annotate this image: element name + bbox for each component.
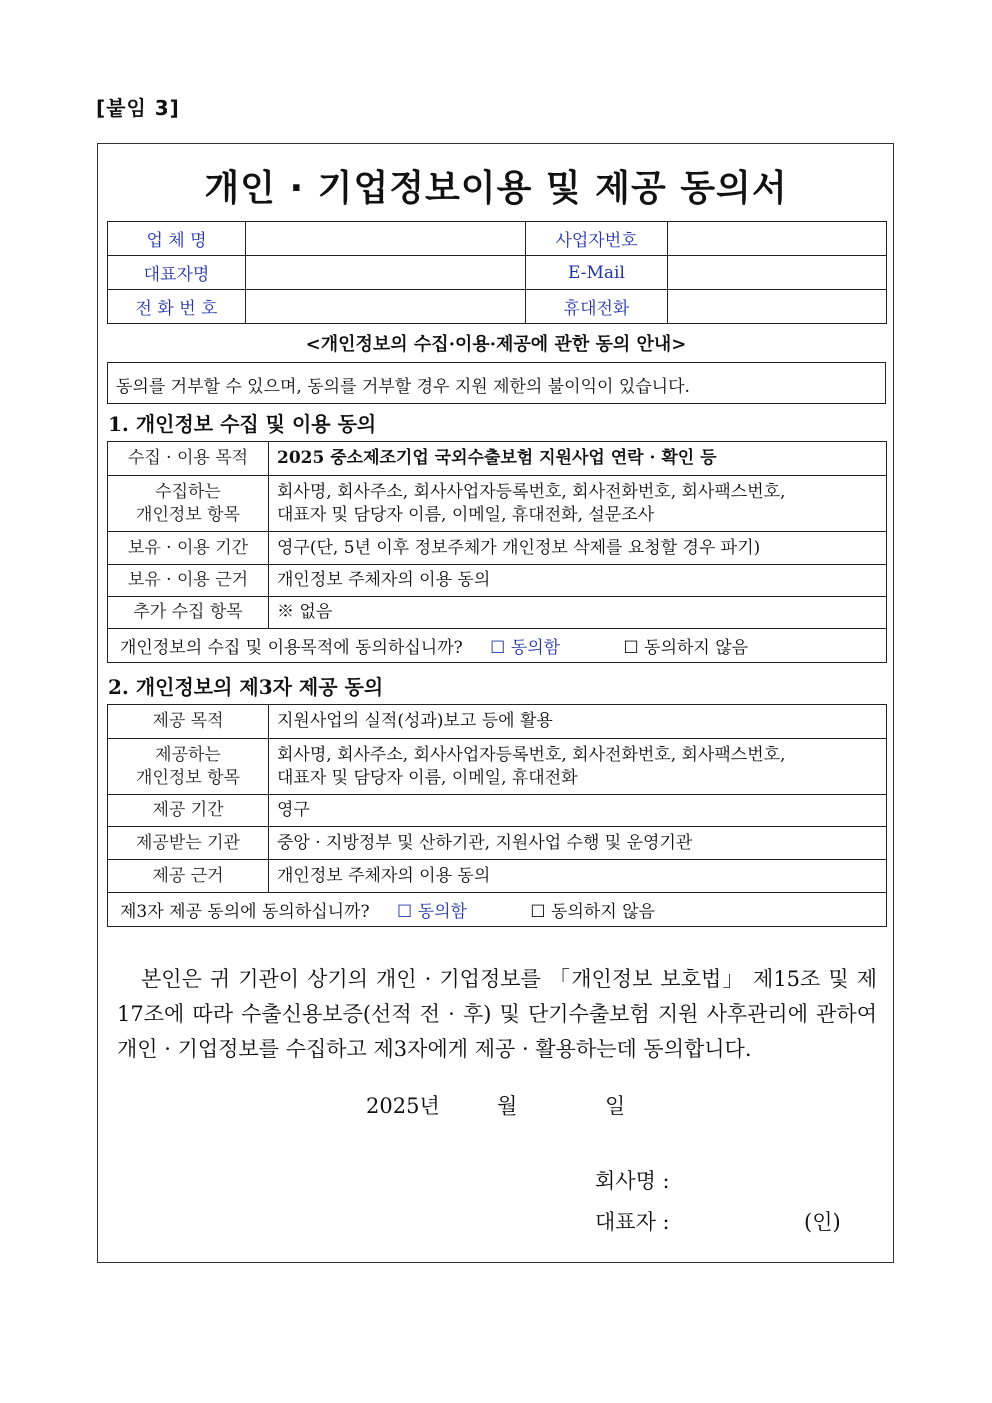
date-month: 월 <box>497 1094 518 1118</box>
collection-consent-row <box>108 629 887 663</box>
recipient-label: 제공받는 기관 <box>108 827 269 860</box>
period-label: 보유 · 이용 기간 <box>108 532 269 565</box>
section1-heading: 1. 개인정보 수집 및 이용 동의 <box>108 412 377 436</box>
third-party-consent-question: 제3자 제공 동의에 동의하십니까? <box>120 902 370 922</box>
provide-items-value: 회사명, 회사주소, 회사사업자등록번호, 회사전화번호, 회사팩스번호, 대표자 및 담당자 이름, 이메일, 휴대전화 <box>269 739 887 795</box>
signature-company-label: 회사명 : <box>595 1169 670 1193</box>
third-party-disagree-checkbox[interactable]: ☐ 동의하지 않음 <box>530 902 655 922</box>
provide-purpose-label: 제공 목적 <box>108 705 269 739</box>
collection-agree-checkbox[interactable]: ☐ 동의함 <box>490 638 561 658</box>
provide-items-label: 제공하는 개인정보 항목 <box>108 739 269 795</box>
provide-period-label: 제공 기간 <box>108 795 269 827</box>
checkbox-icon: ☐ <box>530 902 546 922</box>
date-year: 2025년 <box>366 1094 440 1118</box>
third-party-agree-checkbox[interactable]: ☐ 동의함 <box>397 902 467 922</box>
checkbox-icon: ☐ <box>397 902 413 922</box>
basis-value: 개인정보 주체자의 이용 동의 <box>269 565 887 597</box>
phone-field[interactable] <box>246 290 526 324</box>
provide-period-value: 영구 <box>269 795 887 827</box>
email-label: E-Mail <box>526 256 668 290</box>
checkbox-icon: ☐ <box>490 638 506 658</box>
extra-items-value: ※ 없음 <box>269 597 887 629</box>
basis-label: 보유 · 이용 근거 <box>108 565 269 597</box>
company-name-field[interactable] <box>246 222 526 256</box>
recipient-value: 중앙 · 지방정부 및 산하기관, 지원사업 수행 및 운영기관 <box>269 827 887 860</box>
date-day: 일 <box>605 1094 626 1118</box>
items-value: 회사명, 회사주소, 회사사업자등록번호, 회사전화번호, 회사팩스번호, 대표자 및 담당자 이름, 이메일, 휴대전화, 설문조사 <box>269 476 887 532</box>
phone-label: 전 화 번 호 <box>108 290 246 324</box>
extra-items-label: 추가 수집 항목 <box>108 597 269 629</box>
signature-ceo-label: 대표자 : <box>595 1210 670 1234</box>
provide-purpose-value: 지원사업의 실적(성과)보고 등에 활용 <box>269 705 887 739</box>
company-name-label: 업 체 명 <box>108 222 246 256</box>
third-party-consent-row <box>108 893 887 927</box>
third-party-consent-table <box>107 704 887 927</box>
collection-consent-question: 개인정보의 수집 및 이용목적에 동의하십니까? <box>120 638 463 658</box>
business-number-label: 사업자번호 <box>526 222 668 256</box>
checkbox-icon: ☐ <box>623 638 639 658</box>
provide-basis-label: 제공 근거 <box>108 860 269 893</box>
company-info-table <box>107 221 887 324</box>
seal-mark: (인) <box>804 1210 841 1234</box>
collection-disagree-checkbox[interactable]: ☐ 동의하지 않음 <box>623 638 749 658</box>
notice-text: 동의를 거부할 수 있으며, 동의를 거부할 경우 지원 제한의 불이익이 있습니다. <box>107 362 886 404</box>
purpose-value: 2025 중소제조기업 국외수출보험 지원사업 연락 · 확인 등 <box>269 442 887 476</box>
purpose-label: 수집 · 이용 목적 <box>108 442 269 476</box>
collection-consent-table <box>107 441 887 663</box>
attachment-label: [붙임 3] <box>96 96 180 120</box>
notice-heading: <개인정보의 수집·이용·제공에 관한 동의 안내> <box>305 334 687 355</box>
mobile-label: 휴대전화 <box>526 290 668 324</box>
page-title: 개인 · 기업정보이용 및 제공 동의서 <box>204 168 788 209</box>
business-number-field[interactable] <box>668 222 887 256</box>
period-value: 영구(단, 5년 이후 정보주체가 개인정보 삭제를 요청할 경우 파기) <box>269 532 887 565</box>
items-label: 수집하는 개인정보 항목 <box>108 476 269 532</box>
section2-heading: 2. 개인정보의 제3자 제공 동의 <box>108 675 384 699</box>
email-field[interactable] <box>668 256 887 290</box>
ceo-name-field[interactable] <box>246 256 526 290</box>
provide-basis-value: 개인정보 주체자의 이용 동의 <box>269 860 887 893</box>
ceo-name-label: 대표자명 <box>108 256 246 290</box>
mobile-field[interactable] <box>668 290 887 324</box>
consent-paragraph: 본인은 귀 기관이 상기의 개인 · 기업정보를 「개인정보 보호법」 제15조 및 제17조에 따라 수출신용보증(선적 전 · 후) 및 단기수출보험 지원 사후관리에 관하여 개인 · 기업정보를 수집하고 제3자에게 제공 · 활용하는데 동의합니다. <box>117 967 877 1061</box>
